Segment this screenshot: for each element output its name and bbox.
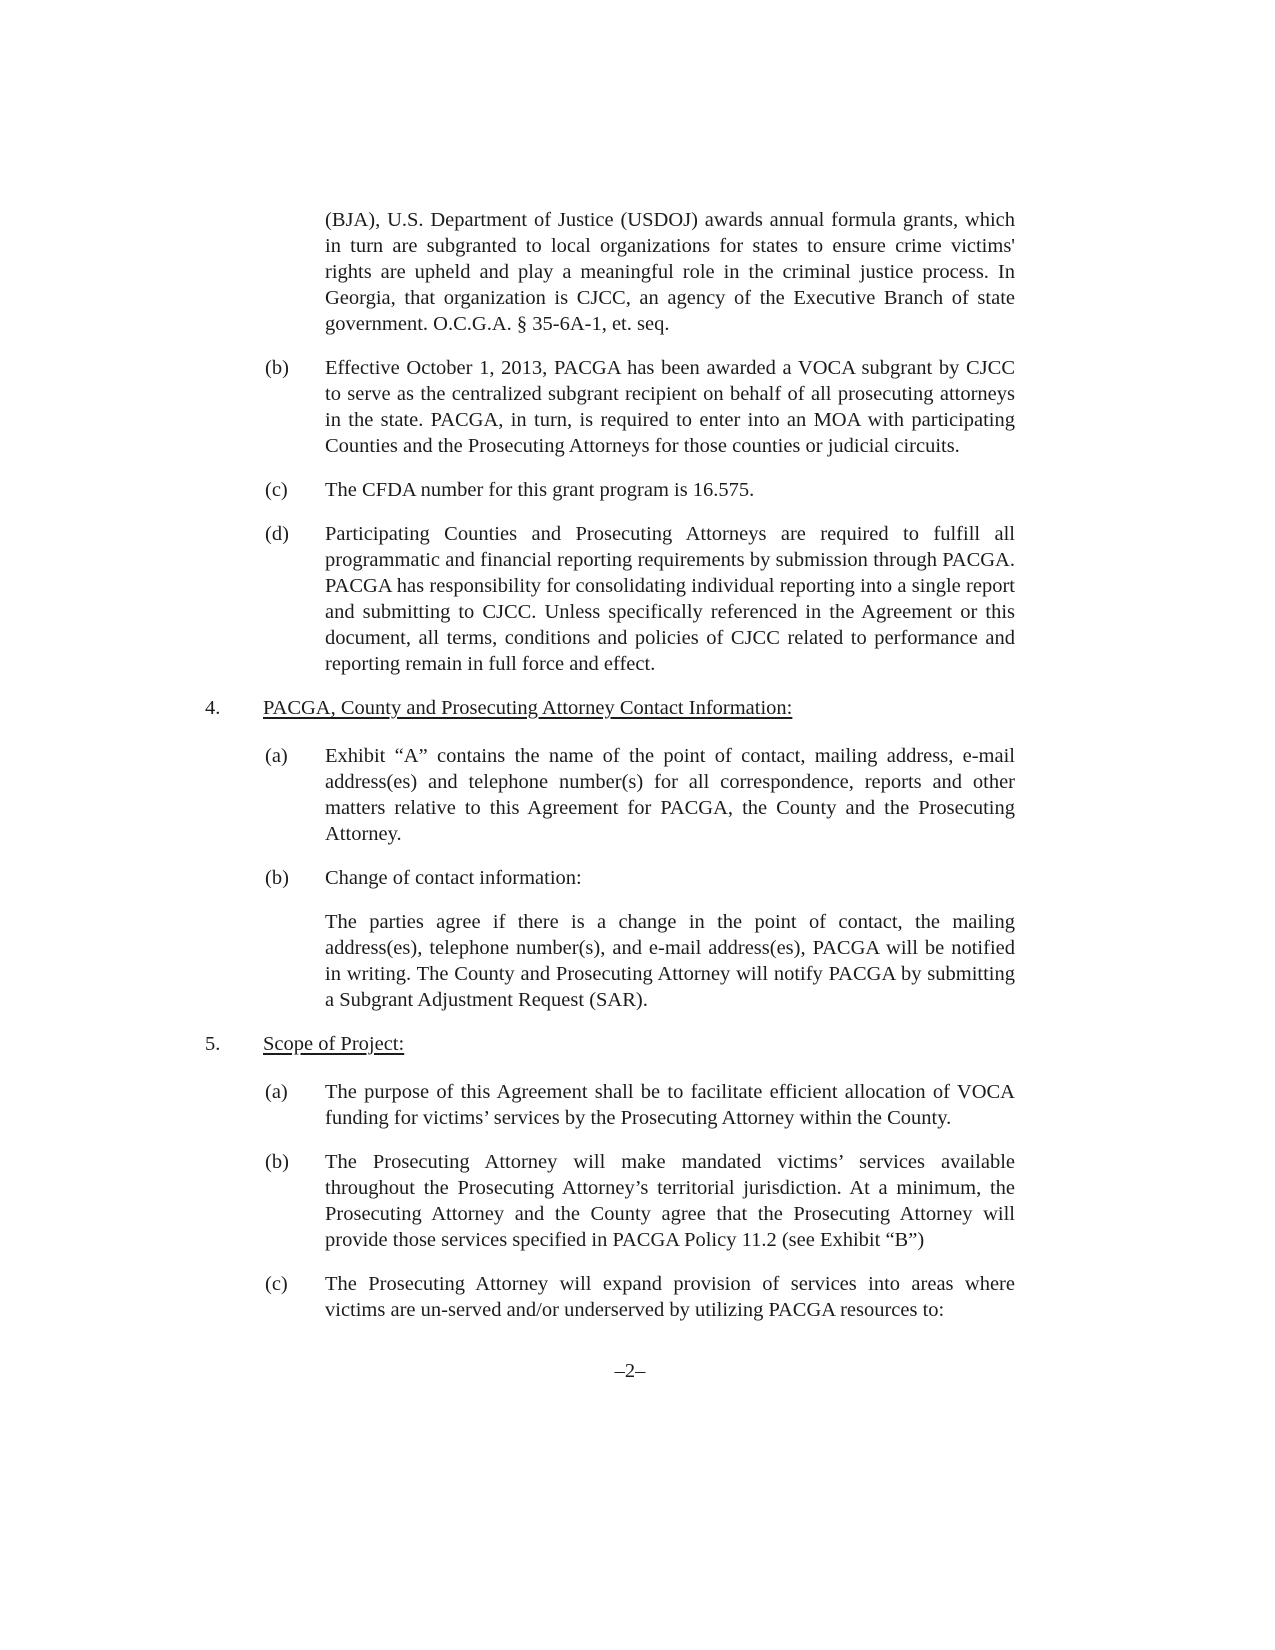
document-content — [205, 207, 1015, 1341]
section-4-heading-row — [205, 695, 1015, 721]
section-4-item-b-label: (b) — [265, 867, 289, 889]
list-item-c — [205, 477, 1015, 503]
section-4-item-b-text: Change of contact information: — [325, 867, 582, 889]
section-5-item-b-label: (b) — [265, 1151, 289, 1173]
section-5-item-c-label: (c) — [265, 1273, 288, 1295]
item-label-d: (d) — [265, 523, 289, 545]
section-4-item-a — [205, 743, 1015, 847]
section-5-item-b-text: The Prosecuting Attorney will make mandated victims’ services available throughout the Prosecuting Attorney’s territorial jurisdiction. At a minimum, the Prosecuting Attorney and the County agree that the Prosecuting Attorney will provide those services specified in PACGA Policy 11.2 (see Exhibit “B”) — [325, 1151, 1015, 1251]
section-5-number: 5. — [205, 1033, 221, 1055]
section-5-item-a-label: (a) — [265, 1081, 288, 1103]
continuation-paragraph: (BJA), U.S. Department of Justice (USDOJ) awards annual formula grants, which in turn are subgranted to local organizations for states to ensure crime victims' rights are upheld and play a meaningful role in the criminal justice process. In Georgia, that organization is CJCC, an agency of the Executive Branch of state government. O.C.G.A. § 35-6A-1, et. seq. — [325, 209, 1015, 335]
list-item-d — [205, 521, 1015, 677]
section-5-item-b — [205, 1149, 1015, 1253]
section-5-item-a-text: The purpose of this Agreement shall be to facilitate efficient allocation of VOCA funding for victims’ services by the Prosecuting Attorney within the County. — [325, 1081, 1015, 1129]
section-4-item-a-label: (a) — [265, 745, 288, 767]
section-5-item-c — [205, 1271, 1015, 1323]
section-4-number: 4. — [205, 697, 221, 719]
item-label-c: (c) — [265, 479, 288, 501]
item-text-b: Effective October 1, 2013, PACGA has been awarded a VOCA subgrant by CJCC to serve as the centralized subgrant recipient on behalf of all prosecuting attorneys in the state. PACGA, in turn, is required to enter into an MOA with participating Counties and the Prosecuting Attorneys for those counties or judicial circuits. — [325, 357, 1015, 457]
item-text-c: The CFDA number for this grant program is 16.575. — [325, 479, 755, 501]
item-label-b: (b) — [265, 357, 289, 379]
section-4-item-b — [205, 865, 1015, 891]
item-text-d: Participating Counties and Prosecuting Attorneys are required to fulfill all programmatic and financial reporting requirements by submission through PACGA. PACGA has responsibility for consolidating individual reporting into a single report and submitting to CJCC. Unless specifically referenced in the Agreement or this document, all terms, conditions and policies of CJCC related to performance and reporting remain in full force and effect. — [325, 523, 1015, 675]
list-item-b — [205, 355, 1015, 459]
section-4-title: PACGA, County and Prosecuting Attorney Contact Information: — [263, 697, 793, 719]
section-5-item-a — [205, 1079, 1015, 1131]
page-number: –2– — [614, 1360, 646, 1382]
section-5-heading-row — [205, 1031, 1015, 1057]
section-5-title: Scope of Project: — [263, 1033, 405, 1055]
section-4-item-a-text: Exhibit “A” contains the name of the point of contact, mailing address, e-mail address(es) and telephone number(s) for all correspondence, reports and other matters relative to this Agreement for PACGA, the County and the Prosecuting Attorney. — [325, 745, 1015, 845]
section-5-item-c-text: The Prosecuting Attorney will expand provision of services into areas where victims are un-served and/or underserved by utilizing PACGA resources to: — [325, 1273, 1015, 1321]
section-4-item-b-paragraph: The parties agree if there is a change in the point of contact, the mailing address(es), telephone number(s), and e-mail address(es), PACGA will be notified in writing. The County and Prosecuting Attorney will notify PACGA by submitting a Subgrant Adjustment Request (SAR). — [325, 911, 1015, 1011]
